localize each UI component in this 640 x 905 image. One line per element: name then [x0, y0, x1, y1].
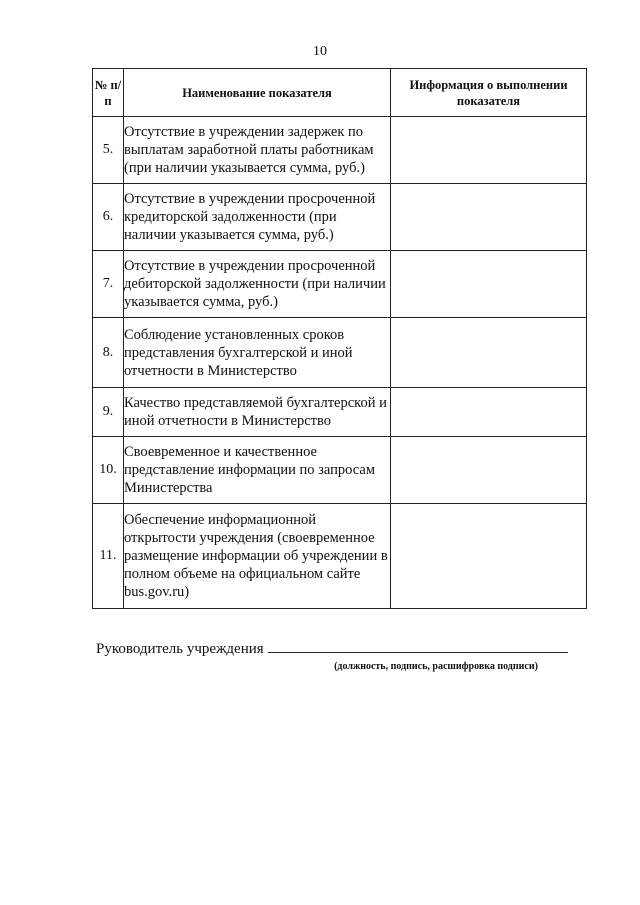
row-indicator-name: Отсутствие в учреждении задержек по выплатам заработной платы работникам (при наличии указывается сумма, руб.): [124, 117, 391, 184]
signature-line: [268, 640, 568, 653]
row-indicator-name: Соблюдение установленных сроков представления бухгалтерской и иной отчетности в Министерство: [124, 318, 391, 388]
table-row: [93, 117, 587, 184]
signature-caption: (должность, подпись, расшифровка подписи): [334, 661, 538, 672]
row-indicator-info: [391, 117, 587, 184]
row-number: 5.: [93, 117, 124, 184]
table-row: [93, 184, 587, 251]
table-row: [93, 251, 587, 318]
row-number: 11.: [93, 504, 124, 609]
table-row: [93, 318, 587, 388]
row-indicator-name: Своевременное и качественное представление информации по запросам Министерства: [124, 437, 391, 504]
indicators-table: [92, 68, 587, 609]
row-indicator-info: [391, 504, 587, 609]
row-indicator-name: Отсутствие в учреждении просроченной дебиторской задолженности (при наличии указывается сумма, руб.): [124, 251, 391, 318]
table-header-row: [93, 69, 587, 117]
row-number: 8.: [93, 318, 124, 388]
table-row: [93, 504, 587, 609]
row-indicator-name: Качество представляемой бухгалтерской и иной отчетности в Министерство: [124, 388, 391, 437]
table-row: [93, 437, 587, 504]
page-number: 10: [313, 44, 327, 59]
signature-block: [96, 640, 568, 658]
row-indicator-info: [391, 388, 587, 437]
row-indicator-name: Отсутствие в учреждении просроченной кредиторской задолженности (при наличии указывается сумма, руб.): [124, 184, 391, 251]
row-indicator-info: [391, 318, 587, 388]
row-number: 9.: [93, 388, 124, 437]
row-number: 10.: [93, 437, 124, 504]
header-indicator-info: Информация о выполнении показателя: [391, 69, 587, 117]
row-indicator-info: [391, 184, 587, 251]
row-indicator-info: [391, 437, 587, 504]
header-number: № п/п: [93, 69, 124, 117]
signature-label: Руководитель учреждения: [96, 641, 264, 657]
row-number: 6.: [93, 184, 124, 251]
row-indicator-name: Обеспечение информационной открытости учреждения (своевременное размещение информации об учреждении в полном объеме на официальном сайте bus.gov.ru): [124, 504, 391, 609]
table-row: [93, 388, 587, 437]
row-number: 7.: [93, 251, 124, 318]
header-indicator-name: Наименование показателя: [124, 69, 391, 117]
row-indicator-info: [391, 251, 587, 318]
